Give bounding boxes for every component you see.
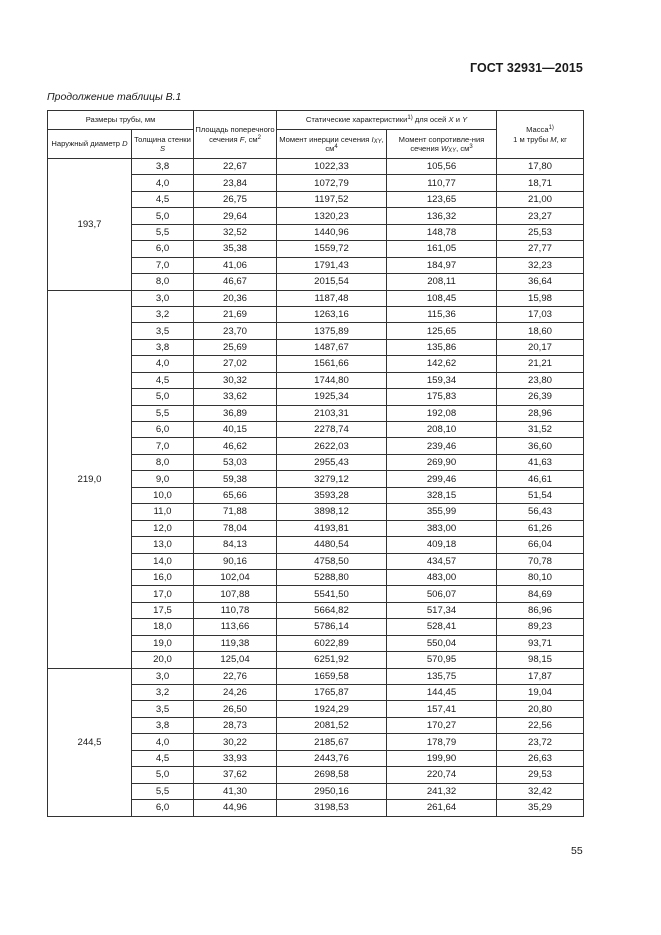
mass-cell: 26,39 (497, 389, 584, 405)
wall-thickness-cell: 4,0 (132, 175, 194, 191)
area-cell: 37,62 (194, 767, 277, 783)
mass-cell: 89,23 (497, 619, 584, 635)
mass-cell: 56,43 (497, 504, 584, 520)
area-cell: 46,67 (194, 274, 277, 290)
mass-cell: 15,98 (497, 290, 584, 306)
modulus-cell: 184,97 (387, 257, 497, 273)
wall-thickness-cell: 3,2 (132, 306, 194, 322)
mass-cell: 20,17 (497, 339, 584, 355)
wall-thickness-cell: 5,5 (132, 783, 194, 799)
area-cell: 59,38 (194, 471, 277, 487)
area-cell: 90,16 (194, 553, 277, 569)
inertia-cell: 1187,48 (277, 290, 387, 306)
modulus-cell: 135,75 (387, 668, 497, 684)
area-cell: 26,50 (194, 701, 277, 717)
wall-thickness-cell: 16,0 (132, 569, 194, 585)
area-cell: 40,15 (194, 422, 277, 438)
modulus-cell: 199,90 (387, 750, 497, 766)
mass-cell: 22,56 (497, 717, 584, 733)
wall-thickness-cell: 3,5 (132, 701, 194, 717)
area-cell: 24,26 (194, 685, 277, 701)
header-static-characteristics: Статические характеристики$^{1)}$ для осей X и Y (277, 111, 497, 130)
table-row (48, 290, 584, 306)
inertia-cell: 2443,76 (277, 750, 387, 766)
area-cell: 23,70 (194, 323, 277, 339)
modulus-cell: 383,00 (387, 520, 497, 536)
header-cross-section-area: Площадь поперечного сечения F, $см^2$ (194, 111, 277, 159)
modulus-cell: 269,90 (387, 454, 497, 470)
mass-cell: 51,54 (497, 487, 584, 503)
mass-cell: 86,96 (497, 602, 584, 618)
mass-cell: 84,69 (497, 586, 584, 602)
mass-cell: 27,77 (497, 241, 584, 257)
modulus-cell: 136,32 (387, 208, 497, 224)
wall-thickness-cell: 8,0 (132, 454, 194, 470)
area-cell: 53,03 (194, 454, 277, 470)
inertia-cell: 1561,66 (277, 356, 387, 372)
modulus-cell: 108,45 (387, 290, 497, 306)
wall-thickness-cell: 5,0 (132, 389, 194, 405)
header-moment-of-inertia: Момент инерции сечения $I_{XY}$, $см^4$ (277, 130, 387, 159)
inertia-cell: 2103,31 (277, 405, 387, 421)
modulus-cell: 110,77 (387, 175, 497, 191)
modulus-cell: 299,46 (387, 471, 497, 487)
modulus-cell: 115,36 (387, 306, 497, 322)
page-number: 55 (571, 845, 583, 857)
wall-thickness-cell: 4,0 (132, 356, 194, 372)
wall-thickness-cell: 5,5 (132, 224, 194, 240)
inertia-cell: 1924,29 (277, 701, 387, 717)
wall-thickness-cell: 5,0 (132, 767, 194, 783)
wall-thickness-cell: 5,0 (132, 208, 194, 224)
outer-diameter-cell: 219,0 (48, 290, 132, 668)
inertia-cell: 3898,12 (277, 504, 387, 520)
modulus-cell: 570,95 (387, 652, 497, 668)
mass-cell: 36,64 (497, 274, 584, 290)
modulus-cell: 409,18 (387, 537, 497, 553)
mass-cell: 25,53 (497, 224, 584, 240)
area-cell: 25,69 (194, 339, 277, 355)
wall-thickness-cell: 3,2 (132, 685, 194, 701)
inertia-cell: 1440,96 (277, 224, 387, 240)
modulus-cell: 434,57 (387, 553, 497, 569)
inertia-cell: 1072,79 (277, 175, 387, 191)
inertia-cell: 6251,92 (277, 652, 387, 668)
area-cell: 22,76 (194, 668, 277, 684)
inertia-cell: 4758,50 (277, 553, 387, 569)
mass-cell: 80,10 (497, 569, 584, 585)
area-cell: 110,78 (194, 602, 277, 618)
wall-thickness-cell: 17,0 (132, 586, 194, 602)
inertia-cell: 1487,67 (277, 339, 387, 355)
table-body (48, 159, 584, 817)
mass-cell: 23,27 (497, 208, 584, 224)
inertia-cell: 1263,16 (277, 306, 387, 322)
mass-cell: 32,42 (497, 783, 584, 799)
inertia-cell: 1197,52 (277, 191, 387, 207)
modulus-cell: 178,79 (387, 734, 497, 750)
table-row (48, 668, 584, 684)
mass-cell: 18,60 (497, 323, 584, 339)
area-cell: 113,66 (194, 619, 277, 635)
inertia-cell: 1022,33 (277, 159, 387, 175)
area-cell: 36,89 (194, 405, 277, 421)
modulus-cell: 105,56 (387, 159, 497, 175)
inertia-cell: 2015,54 (277, 274, 387, 290)
area-cell: 46,62 (194, 438, 277, 454)
table-caption: Продолжение таблицы В.1 (47, 91, 182, 103)
area-cell: 23,84 (194, 175, 277, 191)
modulus-cell: 239,46 (387, 438, 497, 454)
modulus-cell: 142,62 (387, 356, 497, 372)
inertia-cell: 2698,58 (277, 767, 387, 783)
mass-cell: 70,78 (497, 553, 584, 569)
mass-cell: 21,00 (497, 191, 584, 207)
mass-cell: 26,63 (497, 750, 584, 766)
mass-cell: 35,29 (497, 800, 584, 816)
inertia-cell: 1320,23 (277, 208, 387, 224)
inertia-cell: 5541,50 (277, 586, 387, 602)
area-cell: 119,38 (194, 635, 277, 651)
header-section-modulus: Момент сопротивле-ния сечения $W_{XY}$, $см^3$ (387, 130, 497, 159)
area-cell: 26,75 (194, 191, 277, 207)
inertia-cell: 4193,81 (277, 520, 387, 536)
modulus-cell: 192,08 (387, 405, 497, 421)
inertia-cell: 4480,54 (277, 537, 387, 553)
area-cell: 32,52 (194, 224, 277, 240)
modulus-cell: 157,41 (387, 701, 497, 717)
modulus-cell: 355,99 (387, 504, 497, 520)
area-cell: 102,04 (194, 569, 277, 585)
modulus-cell: 144,45 (387, 685, 497, 701)
standard-number: ГОСТ 32931—2015 (469, 61, 583, 75)
area-cell: 65,66 (194, 487, 277, 503)
wall-thickness-cell: 13,0 (132, 537, 194, 553)
wall-thickness-cell: 9,0 (132, 471, 194, 487)
inertia-cell: 3198,53 (277, 800, 387, 816)
modulus-cell: 220,74 (387, 767, 497, 783)
area-cell: 22,67 (194, 159, 277, 175)
wall-thickness-cell: 4,5 (132, 372, 194, 388)
area-cell: 78,04 (194, 520, 277, 536)
inertia-cell: 6022,89 (277, 635, 387, 651)
modulus-cell: 125,65 (387, 323, 497, 339)
wall-thickness-cell: 19,0 (132, 635, 194, 651)
mass-cell: 23,72 (497, 734, 584, 750)
wall-thickness-cell: 7,0 (132, 257, 194, 273)
inertia-cell: 5288,80 (277, 569, 387, 585)
modulus-cell: 161,05 (387, 241, 497, 257)
inertia-cell: 2185,67 (277, 734, 387, 750)
wall-thickness-cell: 6,0 (132, 241, 194, 257)
inertia-cell: 1765,87 (277, 685, 387, 701)
wall-thickness-cell: 3,0 (132, 290, 194, 306)
inertia-cell: 2622,03 (277, 438, 387, 454)
modulus-cell: 175,83 (387, 389, 497, 405)
mass-cell: 17,03 (497, 306, 584, 322)
mass-cell: 29,53 (497, 767, 584, 783)
wall-thickness-cell: 3,5 (132, 323, 194, 339)
mass-cell: 17,87 (497, 668, 584, 684)
modulus-cell: 550,04 (387, 635, 497, 651)
mass-cell: 20,80 (497, 701, 584, 717)
area-cell: 27,02 (194, 356, 277, 372)
area-cell: 84,13 (194, 537, 277, 553)
header-outer-diameter: Наружный диаметр D (48, 130, 132, 159)
wall-thickness-cell: 5,5 (132, 405, 194, 421)
area-cell: 41,30 (194, 783, 277, 799)
inertia-cell: 3279,12 (277, 471, 387, 487)
pipe-properties-table (47, 110, 584, 817)
inertia-cell: 1925,34 (277, 389, 387, 405)
wall-thickness-cell: 11,0 (132, 504, 194, 520)
mass-cell: 32,23 (497, 257, 584, 273)
mass-cell: 28,96 (497, 405, 584, 421)
modulus-cell: 208,11 (387, 274, 497, 290)
wall-thickness-cell: 3,0 (132, 668, 194, 684)
wall-thickness-cell: 10,0 (132, 487, 194, 503)
area-cell: 41,06 (194, 257, 277, 273)
area-cell: 107,88 (194, 586, 277, 602)
inertia-cell: 2081,52 (277, 717, 387, 733)
mass-cell: 98,15 (497, 652, 584, 668)
inertia-cell: 2950,16 (277, 783, 387, 799)
wall-thickness-cell: 4,5 (132, 750, 194, 766)
wall-thickness-cell: 3,8 (132, 717, 194, 733)
mass-cell: 31,52 (497, 422, 584, 438)
mass-cell: 66,04 (497, 537, 584, 553)
modulus-cell: 135,86 (387, 339, 497, 355)
area-cell: 21,69 (194, 306, 277, 322)
inertia-cell: 1744,80 (277, 372, 387, 388)
inertia-cell: 1659,58 (277, 668, 387, 684)
modulus-cell: 159,34 (387, 372, 497, 388)
outer-diameter-cell: 244,5 (48, 668, 132, 816)
area-cell: 33,93 (194, 750, 277, 766)
area-cell: 28,73 (194, 717, 277, 733)
mass-cell: 36,60 (497, 438, 584, 454)
modulus-cell: 483,00 (387, 569, 497, 585)
table-row (48, 159, 584, 175)
wall-thickness-cell: 4,5 (132, 191, 194, 207)
area-cell: 35,38 (194, 241, 277, 257)
wall-thickness-cell: 12,0 (132, 520, 194, 536)
wall-thickness-cell: 18,0 (132, 619, 194, 635)
inertia-cell: 1791,43 (277, 257, 387, 273)
header-mass: Масса$^{1)}$ 1 м трубы M, кг (497, 111, 584, 159)
modulus-cell: 517,34 (387, 602, 497, 618)
wall-thickness-cell: 3,8 (132, 339, 194, 355)
inertia-cell: 1559,72 (277, 241, 387, 257)
wall-thickness-cell: 8,0 (132, 274, 194, 290)
mass-cell: 46,61 (497, 471, 584, 487)
inertia-cell: 1375,89 (277, 323, 387, 339)
area-cell: 44,96 (194, 800, 277, 816)
wall-thickness-cell: 7,0 (132, 438, 194, 454)
area-cell: 71,88 (194, 504, 277, 520)
mass-cell: 17,80 (497, 159, 584, 175)
inertia-cell: 5786,14 (277, 619, 387, 635)
modulus-cell: 261,64 (387, 800, 497, 816)
inertia-cell: 5664,82 (277, 602, 387, 618)
wall-thickness-cell: 4,0 (132, 734, 194, 750)
wall-thickness-cell: 20,0 (132, 652, 194, 668)
modulus-cell: 328,15 (387, 487, 497, 503)
wall-thickness-cell: 17,5 (132, 602, 194, 618)
mass-cell: 21,21 (497, 356, 584, 372)
inertia-cell: 3593,28 (277, 487, 387, 503)
wall-thickness-cell: 3,8 (132, 159, 194, 175)
header-wall-thickness: Толщина стенки S (132, 130, 194, 159)
modulus-cell: 148,78 (387, 224, 497, 240)
area-cell: 29,64 (194, 208, 277, 224)
mass-cell: 18,71 (497, 175, 584, 191)
modulus-cell: 208,10 (387, 422, 497, 438)
area-cell: 33,62 (194, 389, 277, 405)
inertia-cell: 2278,74 (277, 422, 387, 438)
area-cell: 125,04 (194, 652, 277, 668)
wall-thickness-cell: 14,0 (132, 553, 194, 569)
wall-thickness-cell: 6,0 (132, 800, 194, 816)
modulus-cell: 170,27 (387, 717, 497, 733)
wall-thickness-cell: 6,0 (132, 422, 194, 438)
area-cell: 30,22 (194, 734, 277, 750)
modulus-cell: 123,65 (387, 191, 497, 207)
inertia-cell: 2955,43 (277, 454, 387, 470)
modulus-cell: 241,32 (387, 783, 497, 799)
mass-cell: 41,63 (497, 454, 584, 470)
area-cell: 30,32 (194, 372, 277, 388)
mass-cell: 61,26 (497, 520, 584, 536)
area-cell: 20,36 (194, 290, 277, 306)
header-pipe-dimensions: Размеры трубы, мм (48, 111, 194, 130)
modulus-cell: 528,41 (387, 619, 497, 635)
mass-cell: 23,80 (497, 372, 584, 388)
mass-cell: 19,04 (497, 685, 584, 701)
mass-cell: 93,71 (497, 635, 584, 651)
outer-diameter-cell: 193,7 (48, 159, 132, 291)
modulus-cell: 506,07 (387, 586, 497, 602)
